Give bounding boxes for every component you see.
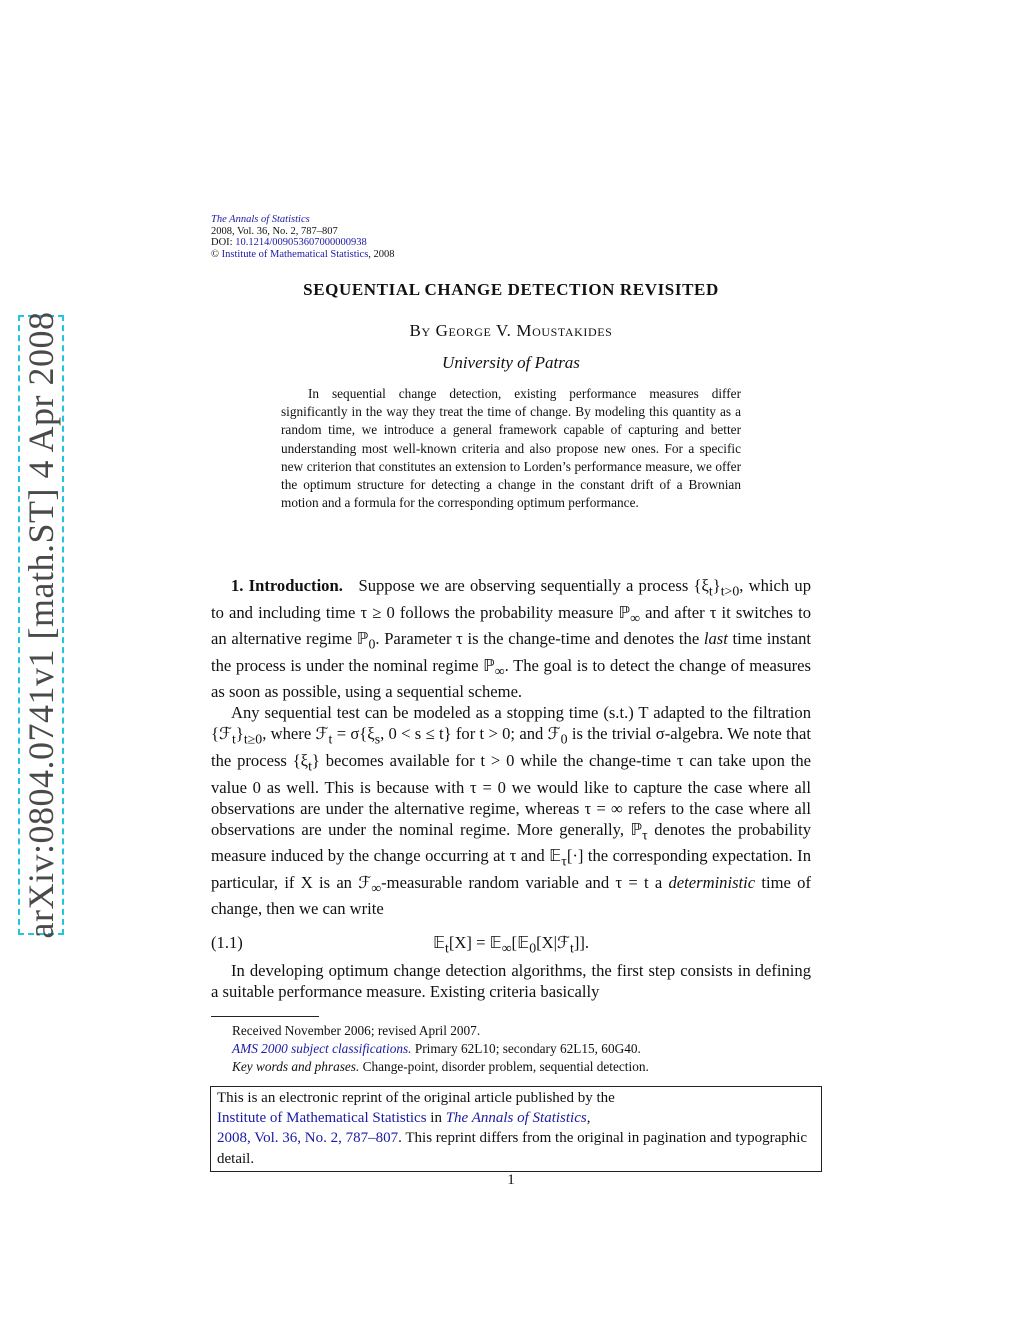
paper-byline: By George V. Moustakides <box>409 321 613 340</box>
paragraph-2: Any sequential test can be modeled as a stopping time (s.t.) T adapted to the filtration $\{ℱ_t\}_{t\ge 0}$, where ℱ$_t$ = $\sigma\{\xi_s$, 0 < s ≤ t} for t > 0; and ℱ$_0$ is the trivial σ-algebra. We note that the process $\{\xi_t\}$ becomes available for t > 0 while the change-time τ can take upon the value 0 as well. This is because with τ = 0 we would like to capture the case where all observations are under the alternative regime, whereas τ = ∞ refers to the case where all observations are under the nominal regime. More generally, ℙ$_\tau$ denotes the probability measure induced by the change occurring at τ and 𝔼$_\tau$[·] the corresponding expectation. In particular, if X is an ℱ$_\infty$-measurable random variable and τ = t a deterministic time of change, then we can write <box>211 703 812 919</box>
doi-link[interactable]: 10.1214/009053607000000938 <box>235 237 367 249</box>
section-heading: 1. Introduction. <box>231 576 343 595</box>
ams-link[interactable]: AMS 2000 subject classifications. <box>232 1041 412 1057</box>
arxiv-stamp-text: arXiv:0804.0741v1 [math.ST] 4 Apr 2008 <box>21 311 61 939</box>
page-number: 1 <box>507 1172 515 1188</box>
journal-doi-line <box>211 237 611 249</box>
journal-name-link[interactable]: The Annals of Statistics <box>211 214 310 225</box>
equation-1-1 <box>211 926 811 958</box>
footnote-rule <box>211 1016 319 1017</box>
reprint-publisher-link[interactable]: Institute of Mathematical Statistics <box>217 1110 427 1127</box>
journal-header <box>211 214 611 260</box>
journal-copyright-line <box>211 249 611 261</box>
copyright-year: , 2008 <box>368 248 395 260</box>
paragraph-3: In developing optimum change detection algorithms, the first step consists in defining a suitable performance measure. Existing criteria basically <box>211 960 811 1001</box>
reprint-volume-link[interactable]: 2008, Vol. 36, No. 2, 787–807 <box>217 1130 399 1147</box>
publisher-link[interactable]: Institute of Mathematical Statistics <box>221 248 369 260</box>
equation-body: 𝔼$_t$[X] = 𝔼$_\infty$[𝔼$_0$[X|ℱ$_t$]]. <box>432 932 590 955</box>
doi-label: DOI: <box>211 237 236 249</box>
footnotes <box>211 1022 811 1077</box>
keywords: Key words and phrases. Change-point, disorder problem, sequential detection. <box>232 1059 649 1075</box>
arxiv-stamp <box>18 311 64 939</box>
equation-label: (1.1) <box>211 932 243 952</box>
main-body <box>211 575 811 1002</box>
paper-title: SEQUENTIAL CHANGE DETECTION REVISITED <box>303 280 719 299</box>
ams-classification: AMS 2000 subject classifications. Primary 62L10; secondary 62L15, 60G40. <box>232 1041 641 1057</box>
paper-abstract: In sequential change detection, existing performance measures differ significantly in the way they treat the time of change. By modeling this quantity as a random time, we introduce a general framework capable of capturing and better understanding most well-known criteria and also propose new ones. For a specific new criterion that constitutes an extension to Lorden’s performance measure, we offer the optimum structure for detecting a change in the constant drift of a Brownian motion and a formula for the corresponding optimum performance. <box>281 386 741 511</box>
reprint-notice: This is an electronic reprint of the original article published by the Institute of Mathematical Statistics in The Annals of Statistics, 2008, Vol. 36, No. 2, 787–807. This reprint differs from the original in pagination and typographic detail. <box>210 1086 822 1172</box>
journal-volume: 2008, Vol. 36, No. 2, 787–807 <box>211 225 338 237</box>
received-note: Received November 2006; revised April 2007. <box>232 1023 481 1038</box>
paragraph-1: 1. Introduction. Suppose we are observing sequentially a process $\{\xi_t\}_{t>0}$, which up to and including time τ ≥ 0 follows the probability measure ℙ$_\infty$ and after τ it switches to an alternative regime ℙ$_0$. Parameter τ is the change-time and denotes the last time instant the process is under the nominal regime ℙ$_\infty$. The goal is to detect the change of measures as soon as possible, using a sequential scheme. <box>211 576 811 702</box>
copyright-symbol: © <box>211 248 219 260</box>
paper-affiliation: University of Patras <box>442 353 580 372</box>
reprint-journal-link[interactable]: The Annals of Statistics <box>445 1110 587 1127</box>
